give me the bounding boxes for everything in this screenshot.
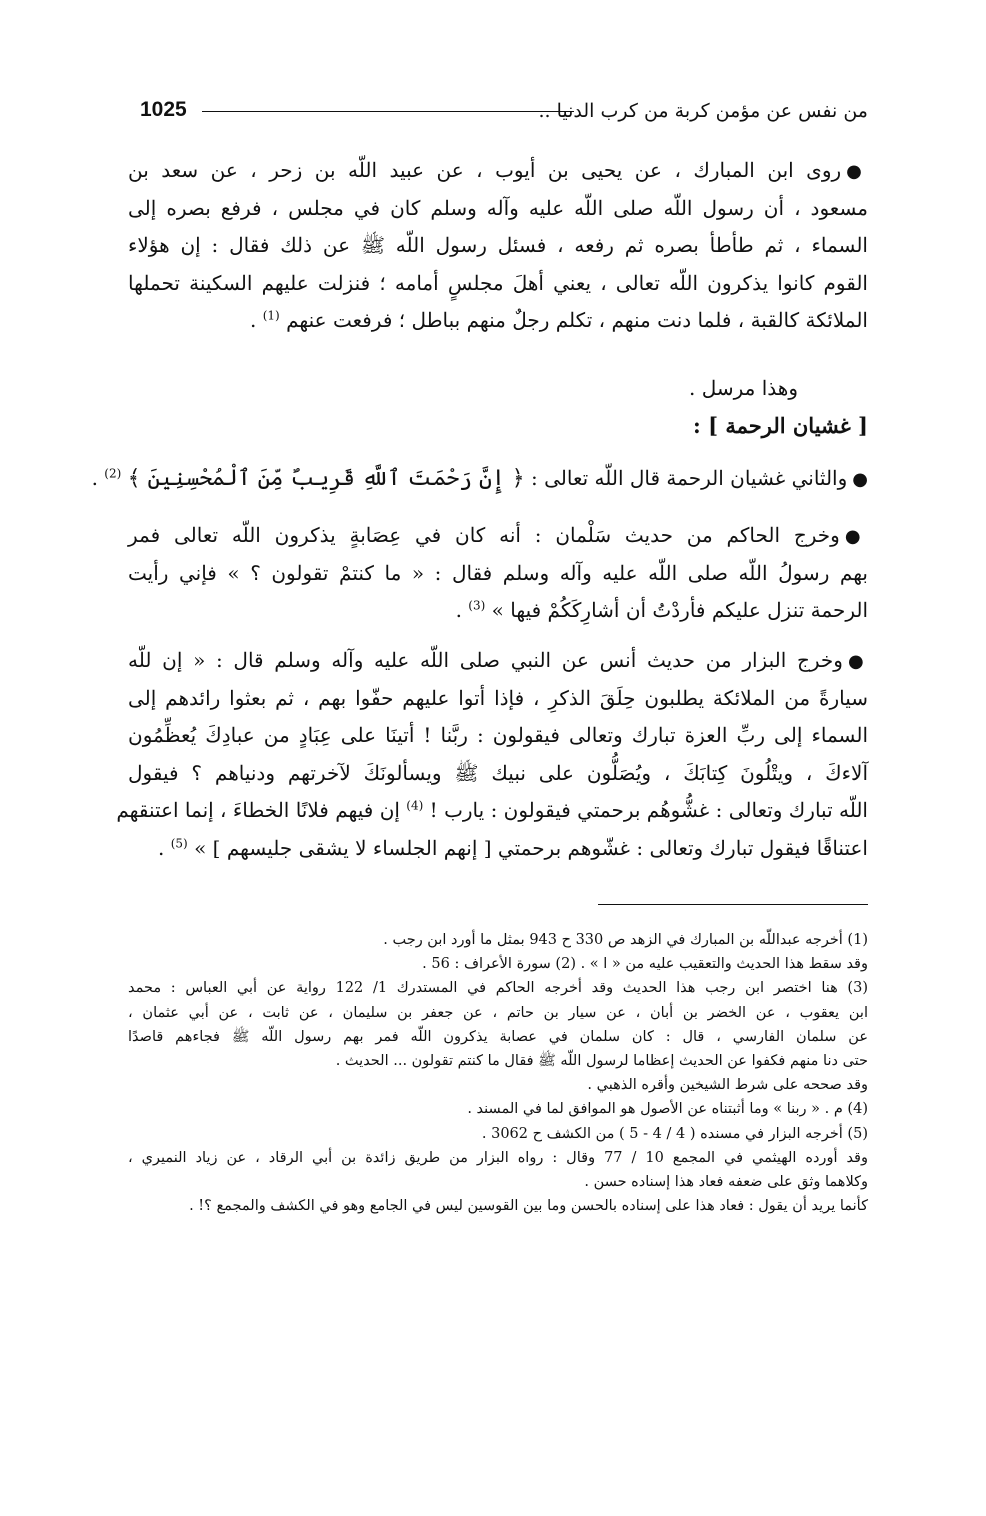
line-text: اعتناقًا فيقول تبارك وتعالى : غشّوهم برحمتي [ إنهم الجلساء لا يشقى جليسهم ] »: [194, 835, 868, 860]
text-line: [116, 792, 868, 830]
footnote-line: كأنما يريد أن يقول : فعاد هذا على إسناده بالحسن وما بين القوسين ليس في الجامع وهو في الكشف والمجمع ؟! .: [189, 1198, 868, 1215]
footnote-line: (3) هنا اختصر ابن رجب هذا الحديث وقد أخرجه الحاكم في المستدرك 1/ 122 رواية عن أبي العباس : محمد: [128, 980, 868, 997]
footnote-line: (4) م . « ربنا » وما أثبتناه عن الأصول هو الموافق لما في المسند .: [467, 1101, 868, 1118]
paragraph-ibn-mubarak: [128, 152, 868, 340]
footnote-line: وقد سقط هذا الحديث والتعقيب عليه من « ا » . (2) سورة الأعراف : 56 .: [422, 956, 868, 973]
paragraph-bazzar: [116, 642, 868, 867]
text-line: بهم رسولُ اللّه صلى اللّه عليه وآله وسلم فقال : « ما كنتمْ تقولون ؟ » فإني رأيت: [128, 560, 868, 585]
footnote-line: وقد أورده الهيثمي في المجمع 10 / 77 وقال : رواه البزار من طريق زائدة بن أبي الرقاد ، عن زياد النميري ،: [128, 1149, 868, 1166]
text-line: السماء ، ثم طأطأ بصره ثم رفعه ، فسئل رسول اللّه ﷺ عن ذلك فقال : إن هؤلاء: [128, 233, 868, 257]
bullet-icon: ●: [852, 469, 868, 490]
line-text: والثاني غشيان الرحمة قال اللّه تعالى :: [531, 466, 848, 490]
text-line: [128, 517, 868, 555]
line-end: .: [455, 598, 469, 622]
text-line: [128, 302, 868, 340]
footnote-ref: (2): [104, 466, 122, 481]
footnote-line: (1) أخرجه عبداللّه بن المبارك في الزهد ص 330 ح 943 بمثل ما أورد ابن رجب .: [383, 932, 868, 948]
text-line: وهذا مرسل .: [689, 376, 798, 400]
footnotes: [128, 928, 868, 1218]
footnote-line: وقد صححه على شرط الشيخين وأقره الذهبي .: [587, 1077, 868, 1094]
line-text: إن فيهم فلانًا الخطاءَ ، إنما اعتنقهم: [116, 798, 407, 822]
section-heading: [ غشيان الرحمة ] :: [693, 413, 868, 438]
running-title: من نفس عن مؤمن كربة من كرب الدنيا ..: [538, 100, 868, 122]
section-heading-block: [128, 407, 868, 445]
footnote-line: ابن يعقوب ، عن الخضر بن أبان ، عن سيار بن حاتم ، عن جعفر بن سليمان ، عن ثابت ، عن أبي عثمان ،: [128, 1004, 868, 1021]
footnote-line: عن سلمان الفارسي ، قال : كان سلمان في عصابة يذكرون اللّه فمر بهم رسول اللّه ﷺ فجاءهم قاصدًا: [128, 1028, 868, 1045]
line-end: .: [91, 466, 105, 490]
text-line: [128, 152, 868, 190]
line-text: اللّه تبارك وتعالى : غشُّوهُم برحمتي فيقولون : يارب !: [429, 798, 868, 822]
line-text: روى ابن المبارك ، عن يحيى بن أيوب ، عن عبيد اللّه بن زحر ، عن سعد بن: [128, 158, 842, 182]
text-line: [128, 642, 868, 680]
paragraph-mursal: [128, 370, 868, 408]
footnote-ref: (4): [406, 798, 424, 813]
text-line: سيارةً من الملائكة يطلبون حِلَقَ الذكرِ ، فإذا أتوا عليهم حفّوا بهم ، ثم بعثوا رائدهم إلى: [128, 685, 868, 710]
text-line: مسعود ، أن رسول اللّه صلى اللّه عليه وآله وسلم كان في مجلس ، فرفع بصره إلى: [128, 195, 868, 220]
text-line: [91, 460, 868, 498]
line-end: .: [250, 308, 263, 332]
footnote-line: (5) أخرجه البزار في مسنده ( 4 / 4 - 5 ) من الكشف ح 3062 .: [481, 1125, 868, 1142]
line-end: .: [157, 835, 171, 860]
line-text: الملائكة كالقبة ، فلما دنت منهم ، تكلم رجلٌ منهم بباطل ؛ فرفعت عنهم: [286, 308, 868, 332]
text-line: آلاءكَ ، ويتْلُونَ كِتابَكَ ، ويُصَلُّون على نبيك ﷺ ويسألونَكَ لآخرتهم ودنياهم ؟ فيقول: [128, 760, 868, 785]
text-line: السماء إلى ربِّ العزة تبارك وتعالى فيقولون : ربَّنا ! أتينَا على عِبَادٍ من عبادِكَ يُعظِّمُون: [128, 723, 868, 747]
footnote-ref: (1): [262, 308, 280, 323]
footnote-separator: [598, 904, 868, 905]
header-rule: [202, 111, 574, 112]
bullet-icon: ●: [847, 651, 868, 672]
paragraph-quran: [91, 460, 868, 498]
line-text: وخرج الحاكم من حديث سَلْمان : أنه كان في عِصَابةٍ يذكرون اللّه تعالى فمر: [128, 523, 840, 547]
line-text: الرحمة تنزل عليكم فأردْتُ أن أشارِكَكُمْ فيها »: [491, 598, 868, 622]
text-line: القوم كانوا يذكرون اللّه تعالى ، يعني أهلَ مجلسٍ أمامه ؛ فنزلت عليهم السكينة تحملها: [128, 270, 868, 295]
bullet-icon: ●: [846, 161, 868, 182]
bullet-icon: ●: [844, 526, 868, 547]
quran-verse: ﴿ إِنَّ رَحْمَتَ ٱللَّهِ قَرِيبٌ مِّنَ ٱلْمُحْسِنِينَ ﴾: [127, 466, 525, 491]
page-header: [140, 95, 868, 131]
footnote-line: حتى دنا منهم فكفوا عن الحديث إعظاما لرسول اللّه ﷺ فقال ما كنتم تقولون ... الحديث .: [335, 1052, 868, 1069]
text-line: [128, 830, 868, 868]
text-line: [128, 592, 868, 630]
paragraph-hakim: [128, 517, 868, 630]
footnote-ref: (5): [170, 835, 188, 850]
line-text: وخرج البزار من حديث أنس عن النبي صلى اللّه عليه وآله وسلم قال : « إن للّه: [128, 648, 843, 672]
footnote-line: وكلاهما وثق على ضعفه فعاد هذا إسناده حسن .: [584, 1173, 868, 1190]
footnote-ref: (3): [468, 598, 486, 613]
page-number: 1025: [140, 98, 187, 121]
